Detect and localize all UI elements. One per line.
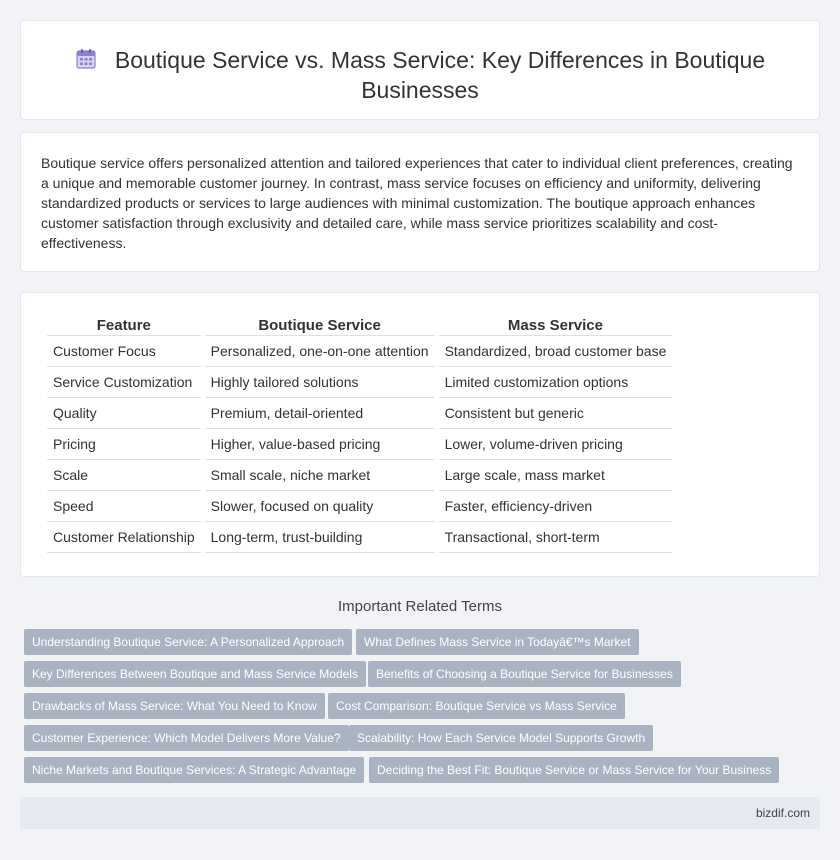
cell-mass: Transactional, short-term xyxy=(439,522,673,553)
cell-boutique: Small scale, niche market xyxy=(205,460,435,491)
related-term-link[interactable]: Key Differences Between Boutique and Mass Service Models xyxy=(24,661,366,687)
cell-feature: Speed xyxy=(47,491,201,522)
related-term-link[interactable]: Scalability: How Each Service Model Supports Growth xyxy=(349,725,653,751)
cell-feature: Customer Relationship xyxy=(47,522,201,553)
footer-site-link[interactable]: bizdif.com xyxy=(755,806,810,820)
footer-bar xyxy=(20,797,820,829)
comparison-table xyxy=(43,315,676,553)
related-term-link[interactable]: Benefits of Choosing a Boutique Service for Businesses xyxy=(368,661,681,687)
related-term-link[interactable]: Drawbacks of Mass Service: What You Need to Know xyxy=(24,693,325,719)
cell-feature: Scale xyxy=(47,460,201,491)
cell-boutique: Personalized, one-on-one attention xyxy=(205,336,435,367)
cell-feature: Customer Focus xyxy=(47,336,201,367)
comparison-card xyxy=(20,292,820,577)
cell-mass: Limited customization options xyxy=(439,367,673,398)
table-row xyxy=(47,367,672,398)
related-term-link[interactable]: Deciding the Best Fit: Boutique Service or Mass Service for Your Business xyxy=(369,757,779,783)
cell-boutique: Premium, detail-oriented xyxy=(205,398,435,429)
cell-mass: Lower, volume-driven pricing xyxy=(439,429,673,460)
cell-boutique: Slower, focused on quality xyxy=(205,491,435,522)
related-terms-heading: Important Related Terms xyxy=(338,598,502,615)
table-row xyxy=(47,460,672,491)
cell-feature: Service Customization xyxy=(47,367,201,398)
table-row xyxy=(47,429,672,460)
related-term-link[interactable]: Niche Markets and Boutique Services: A Strategic Advantage xyxy=(24,757,364,783)
page-title: Boutique Service vs. Mass Service: Key Differences in Boutique Businesses xyxy=(114,47,766,103)
intro-card xyxy=(20,132,820,272)
cell-boutique: Higher, value-based pricing xyxy=(205,429,435,460)
related-term-link[interactable]: Cost Comparison: Boutique Service vs Mass Service xyxy=(328,693,625,719)
header-boutique-service: Boutique Service xyxy=(205,315,435,336)
cell-mass: Large scale, mass market xyxy=(439,460,673,491)
table-row xyxy=(47,398,672,429)
table-row xyxy=(47,491,672,522)
table-row xyxy=(47,522,672,553)
cell-boutique: Highly tailored solutions xyxy=(205,367,435,398)
cell-feature: Quality xyxy=(47,398,201,429)
cell-feature: Pricing xyxy=(47,429,201,460)
header-card xyxy=(20,20,820,120)
cell-boutique: Long-term, trust-building xyxy=(205,522,435,553)
calendar-icon xyxy=(75,48,97,70)
cell-mass: Consistent but generic xyxy=(439,398,673,429)
table-row xyxy=(47,336,672,367)
page-title-row xyxy=(21,45,819,105)
intro-paragraph: Boutique service offers personalized attention and tailored experiences that cater to individual client preferences, creating a unique and memorable customer journey. In contrast, mass service focuses on efficiency and uniformity, delivering standardized products or services to large audiences with minimal customization. The boutique approach enhances customer satisfaction through exclusivity and detailed care, while mass service prioritizes scalability and cost-effectiveness. xyxy=(41,155,793,251)
related-term-link[interactable]: Understanding Boutique Service: A Personalized Approach xyxy=(24,629,352,655)
related-term-link[interactable]: What Defines Mass Service in Todayâ€™s Market xyxy=(356,629,639,655)
table-header-row xyxy=(47,315,672,336)
header-mass-service: Mass Service xyxy=(439,315,673,336)
cell-mass: Standardized, broad customer base xyxy=(439,336,673,367)
related-term-link[interactable]: Customer Experience: Which Model Delivers More Value? xyxy=(24,725,349,751)
header-feature: Feature xyxy=(47,315,201,336)
cell-mass: Faster, efficiency-driven xyxy=(439,491,673,522)
